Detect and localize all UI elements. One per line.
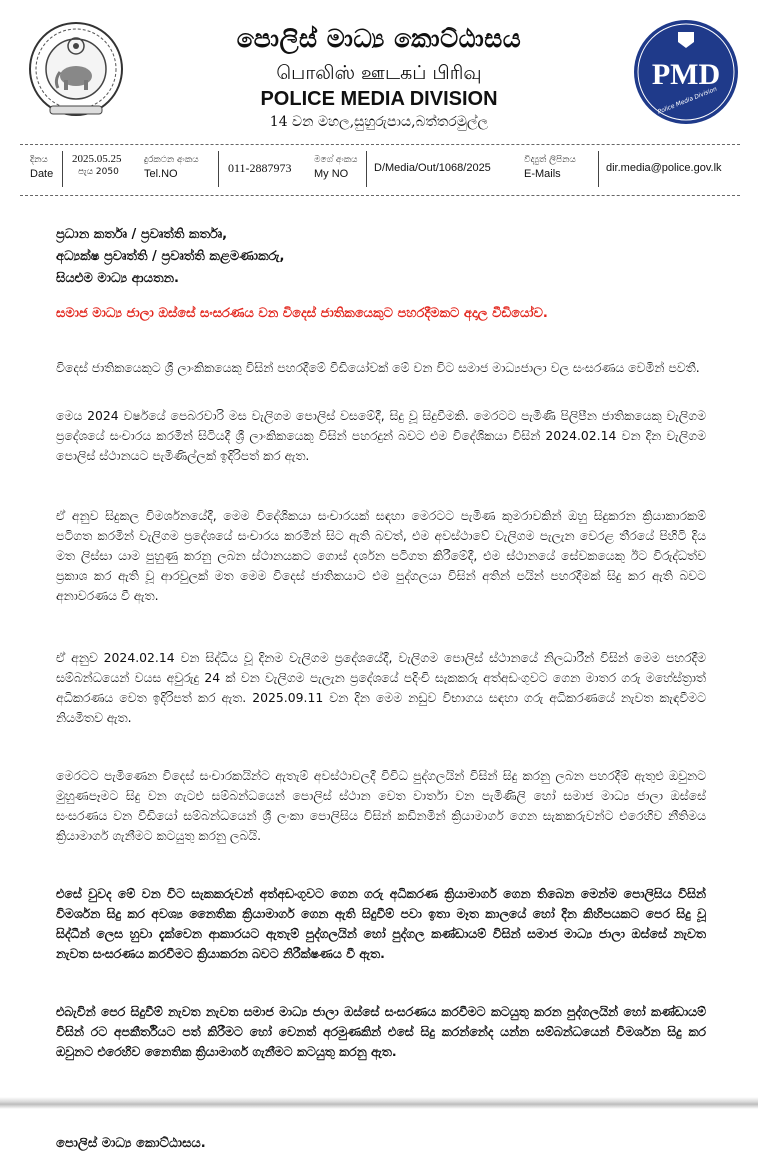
body-paragraph: විදෙස් ජාතිකයෙකුට ශ්‍රී ලාංකිකයෙකු විසින් පහරදීමේ වීඩියෝවක් මේ වන විට සමාජ මාධ්‍යජාලා වල සංසරණය වෙමින් පවතී. <box>56 360 700 375</box>
page-divider <box>0 1097 758 1109</box>
date-value: 2025.05.25 පැය 2050 <box>72 153 122 177</box>
body-paragraph: ඒ අනුව සිදුකල විමර්ශනයේදී, මෙම විදේශිකයා සංචාරයක් සඳහා මෙරටට පැමිණ කුමරාවකින් ඔහු සිදුකරන ක්‍රියාකාරකම් පටිගත කරමින් වැලිගම ප්‍රදේශයේ සංචාරය කරමින් සිට ඇති බවත්, එම අවස්ථාවේ වැලිගම පැලැන වෙරළ තීරයේ පිහිටි දිය මත ලිස්සා යාම පුහුණු කරනු ලබන ස්ථානයකට ගොස් දර්ශන පටිගත කිරීමේදී, එම ස්ථානයේ සේවකයෙකු ඊට විරුද්ධත්ව ප්‍රකාශ කර ඇති වූ ආරවුලක් මත මෙම විදෙස් ජාතිකයාට එම පුද්ගලයා විසින් අතින් පයින් පහරදීමක් සිදු කර ඇති බවට අනාවරණය වී ඇත. <box>56 508 706 603</box>
addressee-line: සියළුම මාධ්‍ය ආයතන. <box>56 271 179 286</box>
reference-number: D/Media/Out/1068/2025 <box>374 162 491 174</box>
email-address[interactable]: dir.media@police.gov.lk <box>606 162 722 174</box>
signature: පොලිස් මාධ්‍ය කොට්ඨාසය. <box>56 1136 206 1151</box>
tel-number: 011-2887973 <box>228 161 292 175</box>
date-label: දිනය Date <box>30 155 54 180</box>
my-no-label: මගේ අංකය My NO <box>314 155 358 180</box>
addressee-block <box>56 224 284 290</box>
email-label: විද්‍යුත් ලිපිනය E-Mails <box>524 155 576 180</box>
title-sinhala: පොලිස් මාධ්‍ය කොට්ඨාසය <box>236 24 522 53</box>
title-tamil: பொலிஸ் ஊடகப் பிரிவு <box>276 62 482 84</box>
brace-divider <box>218 151 224 187</box>
reference-row <box>20 144 740 196</box>
body-paragraph: මෙරටට පැමිණෙන විදෙස් සංචාරකයින්ට ඇතැම් අවස්ථාවලදී විවිධ පුද්ගලයින් විසින් සිදු කරනු ලබන පහරදීම් ඇතුළු ඔවුනට මුහුණපෑමට සිදු වන ගැටළු සම්බන්ධයෙන් පොලිස් ස්ථාන වෙත වාර්තා වන පැමිණිලි හෝ සමාජ මාධ්‍ය ජාලා ඔස්සේ සංසරණය වන වීඩියෝ සම්බන්ධයෙන් ශ්‍රී ලංකා පොලිසිය විසින් කඩිනමින් ක්‍රියාමාර්ග ගෙන සැකකරුවන්ට එරෙහිව නීතිමය ක්‍රියාමාර්ග ගැනීමට කටයුතු කරනු ලබයි. <box>56 768 706 843</box>
pmd-logo-subtext: Police Media Division <box>656 85 719 116</box>
brace-divider <box>366 151 372 187</box>
brace-divider <box>62 151 68 187</box>
emphasis-paragraph: එසේ වුවද මේ වන විට සැකකරුවන් අත්අඩංගුවට ගෙන ගරු අධිකරණ ක්‍රියාමාර්ග ගෙන තිබෙන මෙන්ම පොලිසිය විසින් විමර්ශන සිදු කර අවශ්‍ය නෛතික ක්‍රියාමාර්ග ගෙන ඇති සිදුවීම් පවා ඉතා මෑත කාලයේ හෝ දින කිහිපයකට පෙර සිදු වූ සිද්ධීන් ලෙස හුවා දැක්වෙන ආකාරයට ඇතැම් පුද්ගලයින් හෝ පුද්ගල කණ්ඩායම් විසින් සමාජ මාධ්‍ය ජාලා ඔස්සේ නැවත නැවත සංසරණය කරවීමට ක්‍රියාකරන බවට නිරීක්ෂණය වී ඇත. <box>56 886 706 961</box>
subject-heading: සමාජ මාධ්‍ය ජාලා ඔස්සේ සංසරණය වන විදෙස් ජාතිකයෙකුට පහරදීමකට අදාල වීඩියෝව. <box>56 306 548 321</box>
office-address: 14 වන මහල,සුහුරුපාය,බත්තරමුල්ල <box>269 114 489 130</box>
addressee-line: අධ්‍යක්ෂ ප්‍රවෘත්ති / ප්‍රවෘත්ති කළමණාකරු, <box>56 249 285 264</box>
tel-label: දුරකථන අංකය Tel.NO <box>144 155 199 180</box>
body-paragraph: ඒ අනුව 2024.02.14 වන සිද්ධිය වූ දිනම වැලිගම ප්‍රදේශයේදී, වැලිගම පොලිස් ස්ථානයේ නිලධාරීන් විසින් මෙම පහරදීම සම්බන්ධයෙන් වයස අවුරුදු 24 ක් වන වැලිගම පැලැන ප්‍රදේශයේ පදිංචි සැකකරු අත්අඩංගුවට ගෙන මාතර ගරු මහේස්ත්‍රාත් අධිකරණය වෙත ඉදිරිපත් කර ඇත. 2025.09.11 වන දින මෙම නඩුව විභාගය සඳහා ගරු අධිකරණයේ නැවත කැඳවීමට නියමිතව ඇත. <box>56 650 706 725</box>
brace-divider <box>598 151 604 187</box>
pmd-logo <box>632 18 740 126</box>
title-english: POLICE MEDIA DIVISION <box>260 88 498 110</box>
pmd-logo-text: PMD <box>651 58 721 91</box>
body-paragraph: මෙය 2024 වර්ෂයේ පෙබරවාරි මස වැලිගම පොලිස් වසමේදී, සිදු වූ සිදුවීමකි. මෙරටට පැමිණි පිලිපීන ජාතිකයෙකු වැලිගම ප්‍රදේශයේ සංචාරය කරමින් සිටියදී ශ්‍රී ලාංකිකයෙකු විසින් පහරදුන් බවට එම විදේශිකයා විසින් 2024.02.14 වන දින වැලිගම පොලිස් ස්ථානයට පැමිණිල්ලක් ඉදිරිපත් කර ඇත. <box>56 408 706 463</box>
emphasis-paragraph: එබැවින් පෙර සිදුවීම් නැවත නැවත සමාජ මාධ්‍ය ජාලා ඔස්සේ සංසරණය කරවීමට කටයුතු කරන පුද්ගලයින් හෝ කණ්ඩායම් විසින් රට අපකීර්තියට පත් කිරීමට හෝ වෙනත් අරමුණකින් එසේ සිදු කරන්නේද යන්න සම්බන්ධයෙන් විමර්ශන සිදු කර ඔවුනට එරෙහිව නෛතික ක්‍රියාමාර්ග ගැනීමට කටයුතු කරනු ඇත. <box>56 1004 706 1059</box>
addressee-line: ප්‍රධාන කර්තෘ / ප්‍රවෘත්ති කර්තෘ, <box>56 227 228 242</box>
